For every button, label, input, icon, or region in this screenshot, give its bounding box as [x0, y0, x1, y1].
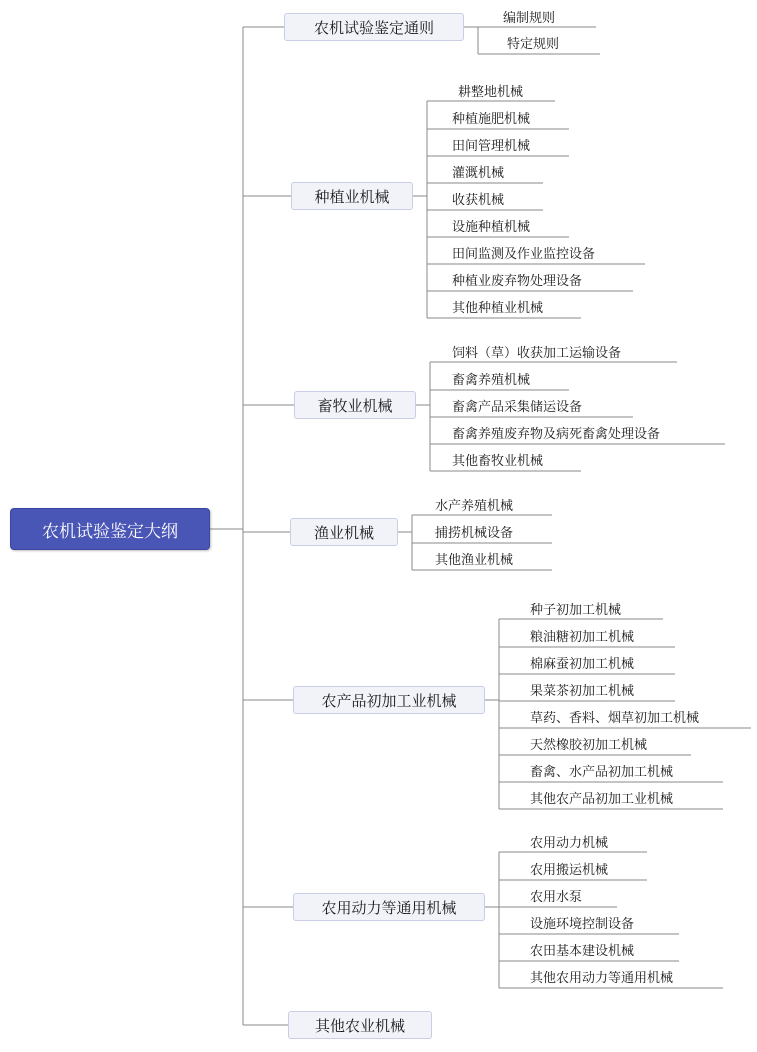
- leaf-node-1-0[interactable]: 耕整地机械: [458, 83, 524, 99]
- leaf-node-1-6[interactable]: 田间监测及作业监控设备: [452, 245, 596, 261]
- leaf-node-5-0[interactable]: 农用动力机械: [530, 834, 609, 850]
- root-node[interactable]: 农机试验鉴定大纲: [10, 508, 210, 550]
- branch-node-5[interactable]: 农用动力等通用机械: [293, 893, 485, 921]
- leaf-node-4-4[interactable]: 草药、香料、烟草初加工机械: [530, 709, 700, 725]
- leaf-node-4-2[interactable]: 棉麻蚕初加工机械: [530, 655, 635, 671]
- leaf-node-1-2[interactable]: 田间管理机械: [452, 137, 531, 153]
- leaf-node-2-3[interactable]: 畜禽养殖废弃物及病死畜禽处理设备: [452, 425, 661, 441]
- leaf-node-2-4[interactable]: 其他畜牧业机械: [452, 452, 544, 468]
- leaf-node-1-3[interactable]: 灌溉机械: [452, 164, 505, 180]
- branch-node-2[interactable]: 畜牧业机械: [294, 391, 416, 419]
- leaf-node-4-7[interactable]: 其他农产品初加工业机械: [530, 790, 674, 806]
- branch-node-1[interactable]: 种植业机械: [291, 182, 413, 210]
- leaf-node-1-7[interactable]: 种植业废弃物处理设备: [452, 272, 583, 288]
- leaf-node-0-1[interactable]: 特定规则: [507, 35, 560, 51]
- leaf-node-0-0[interactable]: 编制规则: [503, 9, 556, 25]
- leaf-node-2-1[interactable]: 畜禽养殖机械: [452, 371, 531, 387]
- leaf-node-1-1[interactable]: 种植施肥机械: [452, 110, 531, 126]
- leaf-node-2-2[interactable]: 畜禽产品采集储运设备: [452, 398, 583, 414]
- leaf-node-5-4[interactable]: 农田基本建设机械: [530, 942, 635, 958]
- leaf-node-4-0[interactable]: 种子初加工机械: [530, 601, 622, 617]
- leaf-node-3-1[interactable]: 捕捞机械设备: [435, 524, 514, 540]
- leaf-node-4-1[interactable]: 粮油糖初加工机械: [530, 628, 635, 644]
- branch-node-0[interactable]: 农机试验鉴定通则: [284, 13, 464, 41]
- leaf-node-5-2[interactable]: 农用水泵: [530, 888, 583, 904]
- leaf-node-4-3[interactable]: 果菜茶初加工机械: [530, 682, 635, 698]
- leaf-node-1-4[interactable]: 收获机械: [452, 191, 505, 207]
- branch-node-3[interactable]: 渔业机械: [290, 518, 398, 546]
- leaf-node-3-0[interactable]: 水产养殖机械: [435, 497, 514, 513]
- leaf-node-5-3[interactable]: 设施环境控制设备: [530, 915, 635, 931]
- leaf-node-4-5[interactable]: 天然橡胶初加工机械: [530, 736, 648, 752]
- leaf-node-5-1[interactable]: 农用搬运机械: [530, 861, 609, 877]
- leaf-node-5-5[interactable]: 其他农用动力等通用机械: [530, 969, 674, 985]
- branch-node-4[interactable]: 农产品初加工业机械: [293, 686, 485, 714]
- leaf-node-4-6[interactable]: 畜禽、水产品初加工机械: [530, 763, 674, 779]
- leaf-node-1-5[interactable]: 设施种植机械: [452, 218, 531, 234]
- leaf-node-3-2[interactable]: 其他渔业机械: [435, 551, 514, 567]
- leaf-node-2-0[interactable]: 饲料（草）收获加工运输设备: [452, 344, 622, 360]
- leaf-node-1-8[interactable]: 其他种植业机械: [452, 299, 544, 315]
- branch-node-6[interactable]: 其他农业机械: [288, 1011, 432, 1039]
